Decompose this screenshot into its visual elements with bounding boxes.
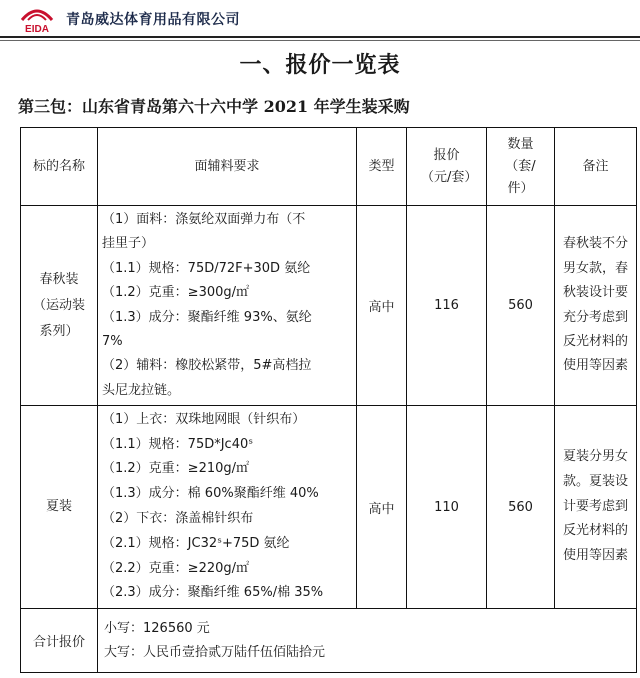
spec-line: （1.2）克重：≥210g/㎡ <box>102 461 250 477</box>
type-cell: 高中 <box>357 206 407 406</box>
package-title: 第三包：山东省青岛第六十六中学 2021 年学生装采购 <box>18 97 410 116</box>
total-label-cell: 合计报价 <box>21 609 98 673</box>
spec-line: （1.3）成分：聚酯纤维 93%、氨纶 <box>102 309 312 325</box>
quote-table <box>20 127 637 673</box>
header-cell-type: 类型 <box>357 128 407 206</box>
spec-line: （1.2）克重：≥300g/㎡ <box>102 285 250 301</box>
spec-line: （2.2）克重：≥220g/㎡ <box>102 560 250 576</box>
spec-cell <box>98 406 357 609</box>
spec-line: 7% <box>102 333 123 349</box>
spec-line: 头尼龙拉链。 <box>102 382 181 398</box>
document-header <box>0 0 640 40</box>
eida-logo-icon <box>14 4 60 34</box>
spec-line: （1.1）规格：75D/72F+30D 氨纶 <box>102 260 311 276</box>
spec-line: （1.3）成分：棉 60%聚酯纤维 40% <box>102 486 319 502</box>
spec-line: （2）辅料：橡胶松紧带，5#高档拉 <box>102 358 312 374</box>
total-large-amount: 大写：人民币壹拾贰万陆仟伍佰陆拾元 <box>104 644 326 660</box>
item-name-cell: 春秋装（运动装系列） <box>21 206 98 406</box>
header-cell-price <box>407 128 487 206</box>
quantity-cell: 560 <box>487 206 555 406</box>
header-cell-note: 备注 <box>555 128 637 206</box>
table-header-row <box>21 128 637 206</box>
price-cell: 110 <box>407 406 487 609</box>
spec-line: （1）面料：涤氨纶双面弹力布（不 <box>102 211 306 227</box>
header-qty-text: 数量（套/件） <box>505 136 536 196</box>
company-name: 青岛威达体育用品有限公司 <box>66 12 240 28</box>
table-row <box>21 206 637 406</box>
table-row <box>21 406 637 609</box>
spec-line: （1.1）规格：75D*Jc40ˢ <box>102 436 254 452</box>
header-price-text: 报价（元/套） <box>421 147 478 185</box>
note-cell: 春秋装不分男女款，春秋装设计要充分考虑到反光材料的使用等因素 <box>555 206 637 406</box>
price-cell: 116 <box>407 206 487 406</box>
header-cell-name: 标的名称 <box>21 128 98 206</box>
item-name-cell: 夏装 <box>21 406 98 609</box>
header-rule-thin <box>0 40 640 41</box>
document-title: 一、报价一览表 <box>239 52 401 78</box>
total-amount-cell <box>98 609 637 673</box>
quantity-cell: 560 <box>487 406 555 609</box>
spec-line: （2）下衣：涤盖棉针织布 <box>102 511 254 526</box>
header-rule-thick <box>0 36 640 38</box>
note-cell: 夏装分男女款。夏装设计要考虑到反光材料的使用等因素 <box>555 406 637 609</box>
spec-cell <box>98 206 357 406</box>
total-row <box>21 609 637 673</box>
type-cell: 高中 <box>357 406 407 609</box>
header-cell-spec: 面辅料要求 <box>98 128 357 206</box>
header-cell-qty <box>487 128 555 206</box>
total-small-amount: 小写：126560 元 <box>104 620 210 636</box>
spec-line: （1）上衣：双珠地网眼（针织布） <box>102 411 306 427</box>
logo-text: EIDA <box>25 24 49 34</box>
spec-line: 挂里子） <box>102 236 155 252</box>
spec-line: （2.3）成分：聚酯纤维 65%/棉 35% <box>102 585 324 601</box>
spec-line: （2.1）规格：JC32ˢ+75D 氨纶 <box>102 535 290 551</box>
